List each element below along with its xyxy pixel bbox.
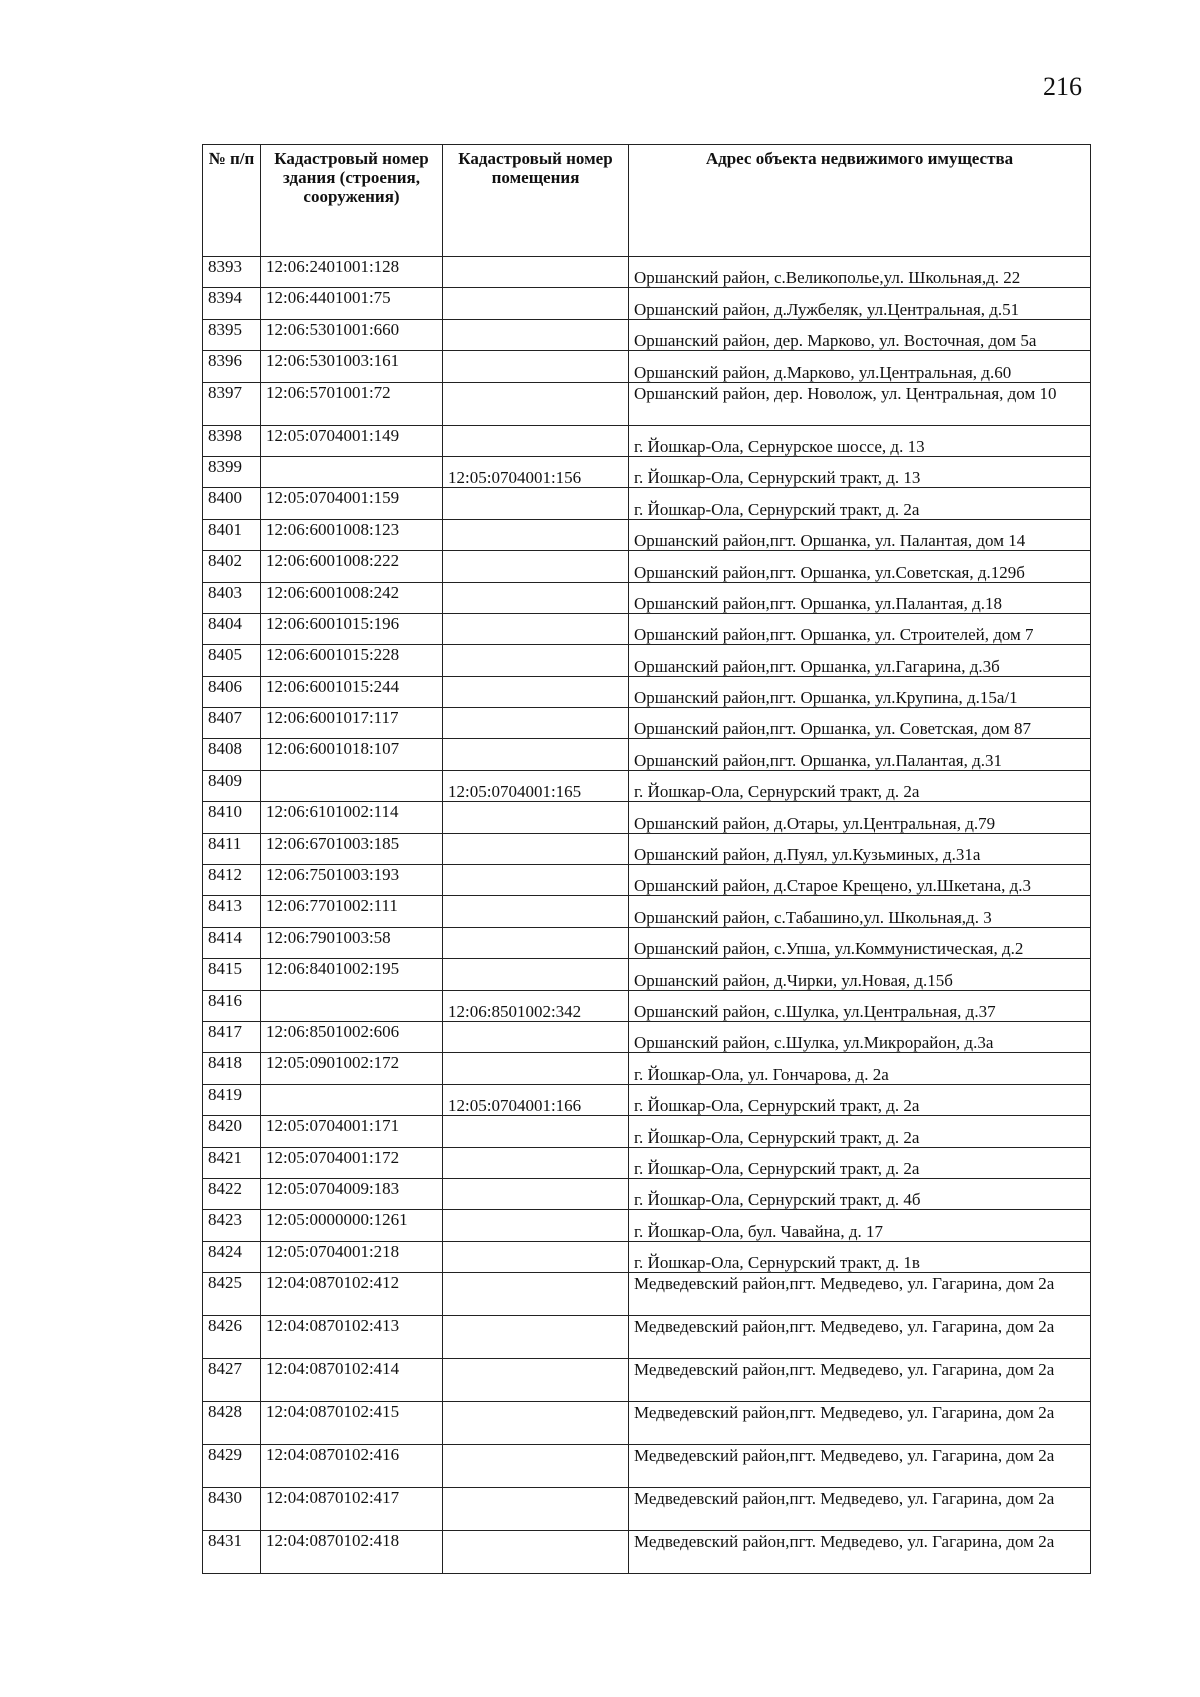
cell-row-number: 8427 <box>203 1359 261 1402</box>
cell-row-number: 8421 <box>203 1147 261 1178</box>
cell-premises-cadastral <box>443 382 629 425</box>
cell-address: Оршанский район, дер. Новолож, ул. Центральная, дом 10 <box>629 382 1091 425</box>
table-row <box>203 802 1091 833</box>
cell-premises-cadastral <box>443 676 629 707</box>
cell-address: Медведевский район,пгт. Медведево, ул. Гагарина, дом 2а <box>629 1359 1091 1402</box>
cell-premises-cadastral <box>443 1359 629 1402</box>
cell-address: Оршанский район,пгт. Оршанка, ул. Палантая, дом 14 <box>629 519 1091 550</box>
table-row <box>203 1359 1091 1402</box>
cell-row-number: 8419 <box>203 1084 261 1115</box>
cell-premises-cadastral: 12:05:0704001:156 <box>443 456 629 487</box>
cell-building-cadastral: 12:06:6001015:196 <box>261 613 443 644</box>
cell-row-number: 8399 <box>203 456 261 487</box>
cell-address: Оршанский район, дер. Марково, ул. Восточная, дом 5а <box>629 319 1091 350</box>
cell-building-cadastral: 12:04:0870102:412 <box>261 1273 443 1316</box>
cell-address: Медведевский район,пгт. Медведево, ул. Гагарина, дом 2а <box>629 1488 1091 1531</box>
table-row <box>203 770 1091 801</box>
cell-row-number: 8397 <box>203 382 261 425</box>
cell-premises-cadastral <box>443 1178 629 1209</box>
cell-building-cadastral: 12:05:0704001:171 <box>261 1116 443 1147</box>
cell-building-cadastral: 12:06:2401001:128 <box>261 257 443 288</box>
cell-building-cadastral: 12:06:6001008:242 <box>261 582 443 613</box>
cell-address: Оршанский район,пгт. Оршанка, ул. Строителей, дом 7 <box>629 613 1091 644</box>
cell-building-cadastral: 12:04:0870102:418 <box>261 1531 443 1574</box>
table-row <box>203 708 1091 739</box>
cell-row-number: 8415 <box>203 959 261 990</box>
table-row <box>203 1402 1091 1445</box>
cell-building-cadastral: 12:06:6001008:123 <box>261 519 443 550</box>
cell-row-number: 8403 <box>203 582 261 613</box>
cell-premises-cadastral <box>443 1116 629 1147</box>
cell-premises-cadastral: 12:05:0704001:165 <box>443 770 629 801</box>
cell-address: Оршанский район, д.Старое Крещено, ул.Шкетана, д.3 <box>629 865 1091 896</box>
cell-premises-cadastral <box>443 288 629 319</box>
table-body <box>203 257 1091 1574</box>
cell-row-number: 8422 <box>203 1178 261 1209</box>
cell-row-number: 8428 <box>203 1402 261 1445</box>
cell-premises-cadastral <box>443 1488 629 1531</box>
cell-building-cadastral: 12:06:6001015:228 <box>261 645 443 676</box>
header-premises-cadastral: Кадастровый номер помещения <box>443 145 629 257</box>
cell-row-number: 8407 <box>203 708 261 739</box>
cell-building-cadastral <box>261 770 443 801</box>
cell-address: Оршанский район, с.Упша, ул.Коммунистическая, д.2 <box>629 927 1091 958</box>
table-row <box>203 1021 1091 1052</box>
cell-premises-cadastral <box>443 833 629 864</box>
cell-premises-cadastral <box>443 1273 629 1316</box>
cell-address: г. Йошкар-Ола, бул. Чавайна, д. 17 <box>629 1210 1091 1241</box>
cell-building-cadastral: 12:06:7901003:58 <box>261 927 443 958</box>
cell-premises-cadastral <box>443 319 629 350</box>
cell-address: Медведевский район,пгт. Медведево, ул. Гагарина, дом 2а <box>629 1402 1091 1445</box>
cell-row-number: 8394 <box>203 288 261 319</box>
cell-premises-cadastral <box>443 959 629 990</box>
table-row <box>203 519 1091 550</box>
cell-row-number: 8398 <box>203 425 261 456</box>
cell-premises-cadastral <box>443 1241 629 1272</box>
cell-row-number: 8431 <box>203 1531 261 1574</box>
cell-row-number: 8414 <box>203 927 261 958</box>
table-row <box>203 456 1091 487</box>
cell-address: Оршанский район,пгт. Оршанка, ул.Палантая, д.18 <box>629 582 1091 613</box>
cell-premises-cadastral <box>443 425 629 456</box>
cell-row-number: 8425 <box>203 1273 261 1316</box>
table-row <box>203 896 1091 927</box>
page-number: 216 <box>1043 72 1082 101</box>
cell-building-cadastral: 12:06:6001015:244 <box>261 676 443 707</box>
table-row <box>203 613 1091 644</box>
cell-premises-cadastral <box>443 1210 629 1241</box>
cell-address: Оршанский район, д.Марково, ул.Центральная, д.60 <box>629 351 1091 382</box>
cell-building-cadastral: 12:06:8501002:606 <box>261 1021 443 1052</box>
cell-premises-cadastral <box>443 488 629 519</box>
cell-address: Оршанский район, с.Великополье,ул. Школьная,д. 22 <box>629 257 1091 288</box>
cell-premises-cadastral: 12:05:0704001:166 <box>443 1084 629 1115</box>
cell-row-number: 8402 <box>203 551 261 582</box>
cell-row-number: 8420 <box>203 1116 261 1147</box>
cell-address: Оршанский район,пгт. Оршанка, ул.Палантая, д.31 <box>629 739 1091 770</box>
cell-row-number: 8417 <box>203 1021 261 1052</box>
table-row <box>203 382 1091 425</box>
cell-row-number: 8416 <box>203 990 261 1021</box>
cell-premises-cadastral <box>443 613 629 644</box>
cell-row-number: 8429 <box>203 1445 261 1488</box>
cell-premises-cadastral <box>443 1053 629 1084</box>
cell-row-number: 8404 <box>203 613 261 644</box>
cell-building-cadastral: 12:05:0704001:149 <box>261 425 443 456</box>
header-building-cadastral: Кадастровый номер здания (строения, сооружения) <box>261 145 443 257</box>
table-row <box>203 1210 1091 1241</box>
table-header-row <box>203 145 1091 257</box>
cell-address: Оршанский район,пгт. Оршанка, ул.Крупина, д.15а/1 <box>629 676 1091 707</box>
cell-premises-cadastral <box>443 865 629 896</box>
cell-row-number: 8400 <box>203 488 261 519</box>
cell-premises-cadastral <box>443 1402 629 1445</box>
cell-address: Оршанский район,пгт. Оршанка, ул.Гагарина, д.3б <box>629 645 1091 676</box>
table-row <box>203 319 1091 350</box>
cell-row-number: 8405 <box>203 645 261 676</box>
cell-address: Медведевский район,пгт. Медведево, ул. Гагарина, дом 2а <box>629 1273 1091 1316</box>
cell-address: г. Йошкар-Ола, Сернурский тракт, д. 13 <box>629 456 1091 487</box>
cell-building-cadastral <box>261 990 443 1021</box>
cell-row-number: 8424 <box>203 1241 261 1272</box>
table-row <box>203 1488 1091 1531</box>
cell-premises-cadastral <box>443 739 629 770</box>
table-row <box>203 551 1091 582</box>
cell-premises-cadastral <box>443 927 629 958</box>
cell-address: г. Йошкар-Ола, Сернурский тракт, д. 2а <box>629 770 1091 801</box>
cell-building-cadastral: 12:06:5301001:660 <box>261 319 443 350</box>
cell-premises-cadastral <box>443 1147 629 1178</box>
table-row <box>203 257 1091 288</box>
cell-address: г. Йошкар-Ола, Сернурский тракт, д. 2а <box>629 488 1091 519</box>
cell-row-number: 8412 <box>203 865 261 896</box>
table-row <box>203 1273 1091 1316</box>
cell-premises-cadastral <box>443 1445 629 1488</box>
cell-premises-cadastral <box>443 896 629 927</box>
cell-premises-cadastral <box>443 519 629 550</box>
cell-address: Медведевский район,пгт. Медведево, ул. Гагарина, дом 2а <box>629 1316 1091 1359</box>
cell-premises-cadastral <box>443 645 629 676</box>
cell-premises-cadastral <box>443 1021 629 1052</box>
cell-address: Медведевский район,пгт. Медведево, ул. Гагарина, дом 2а <box>629 1531 1091 1574</box>
cell-address: г. Йошкар-Ола, Сернурский тракт, д. 4б <box>629 1178 1091 1209</box>
table-row <box>203 739 1091 770</box>
table-row <box>203 1241 1091 1272</box>
table-row <box>203 288 1091 319</box>
cell-premises-cadastral <box>443 1531 629 1574</box>
cell-row-number: 8426 <box>203 1316 261 1359</box>
cell-address: г. Йошкар-Ола, Сернурский тракт, д. 2а <box>629 1147 1091 1178</box>
cell-address: г. Йошкар-Ола, Сернурский тракт, д. 2а <box>629 1116 1091 1147</box>
table-row <box>203 1084 1091 1115</box>
cell-building-cadastral: 12:06:4401001:75 <box>261 288 443 319</box>
cell-address: Оршанский район, д.Отары, ул.Центральная, д.79 <box>629 802 1091 833</box>
table-row <box>203 1147 1091 1178</box>
table-row <box>203 425 1091 456</box>
cell-building-cadastral: 12:06:8401002:195 <box>261 959 443 990</box>
cell-premises-cadastral <box>443 351 629 382</box>
cell-building-cadastral: 12:06:7501003:193 <box>261 865 443 896</box>
table-row <box>203 1053 1091 1084</box>
cell-address: г. Йошкар-Ола, Сернурское шоссе, д. 13 <box>629 425 1091 456</box>
cell-row-number: 8408 <box>203 739 261 770</box>
cell-building-cadastral: 12:06:5701001:72 <box>261 382 443 425</box>
cell-building-cadastral <box>261 456 443 487</box>
cell-address: Оршанский район, с.Шулка, ул.Микрорайон, д.3а <box>629 1021 1091 1052</box>
table-row <box>203 1178 1091 1209</box>
cell-building-cadastral: 12:06:7701002:111 <box>261 896 443 927</box>
table-row <box>203 959 1091 990</box>
cell-building-cadastral: 12:04:0870102:416 <box>261 1445 443 1488</box>
cell-building-cadastral: 12:05:0901002:172 <box>261 1053 443 1084</box>
cell-building-cadastral: 12:05:0704001:159 <box>261 488 443 519</box>
cell-address: Оршанский район, д.Пуял, ул.Кузьминых, д.31а <box>629 833 1091 864</box>
cell-building-cadastral: 12:04:0870102:417 <box>261 1488 443 1531</box>
table-row <box>203 582 1091 613</box>
cell-address: Оршанский район,пгт. Оршанка, ул.Советская, д.129б <box>629 551 1091 582</box>
table-row <box>203 865 1091 896</box>
cell-row-number: 8423 <box>203 1210 261 1241</box>
cell-building-cadastral: 12:04:0870102:413 <box>261 1316 443 1359</box>
cell-row-number: 8430 <box>203 1488 261 1531</box>
table-row <box>203 927 1091 958</box>
cell-address: г. Йошкар-Ола, ул. Гончарова, д. 2а <box>629 1053 1091 1084</box>
cell-address: г. Йошкар-Ола, Сернурский тракт, д. 1в <box>629 1241 1091 1272</box>
cell-premises-cadastral: 12:06:8501002:342 <box>443 990 629 1021</box>
cell-row-number: 8413 <box>203 896 261 927</box>
cell-building-cadastral: 12:05:0704001:218 <box>261 1241 443 1272</box>
cell-row-number: 8418 <box>203 1053 261 1084</box>
cell-row-number: 8410 <box>203 802 261 833</box>
table-row <box>203 488 1091 519</box>
cell-address: Оршанский район, д.Лужбеляк, ул.Центральная, д.51 <box>629 288 1091 319</box>
cell-premises-cadastral <box>443 708 629 739</box>
cell-row-number: 8406 <box>203 676 261 707</box>
cell-premises-cadastral <box>443 551 629 582</box>
cell-building-cadastral: 12:06:6701003:185 <box>261 833 443 864</box>
table-row <box>203 990 1091 1021</box>
property-registry-table <box>202 144 1091 1574</box>
cell-premises-cadastral <box>443 1316 629 1359</box>
table-row <box>203 645 1091 676</box>
cell-row-number: 8411 <box>203 833 261 864</box>
table-row <box>203 833 1091 864</box>
cell-building-cadastral: 12:06:6101002:114 <box>261 802 443 833</box>
cell-row-number: 8396 <box>203 351 261 382</box>
cell-building-cadastral <box>261 1084 443 1115</box>
header-address: Адрес объекта недвижимого имущества <box>629 145 1091 257</box>
cell-row-number: 8395 <box>203 319 261 350</box>
cell-building-cadastral: 12:04:0870102:414 <box>261 1359 443 1402</box>
cell-address: Оршанский район, с.Шулка, ул.Центральная, д.37 <box>629 990 1091 1021</box>
cell-building-cadastral: 12:06:6001018:107 <box>261 739 443 770</box>
cell-building-cadastral: 12:06:6001008:222 <box>261 551 443 582</box>
table-row <box>203 1445 1091 1488</box>
cell-address: г. Йошкар-Ола, Сернурский тракт, д. 2а <box>629 1084 1091 1115</box>
table-row <box>203 1316 1091 1359</box>
cell-building-cadastral: 12:06:5301003:161 <box>261 351 443 382</box>
cell-premises-cadastral <box>443 582 629 613</box>
cell-row-number: 8393 <box>203 257 261 288</box>
cell-row-number: 8401 <box>203 519 261 550</box>
cell-address: Медведевский район,пгт. Медведево, ул. Гагарина, дом 2а <box>629 1445 1091 1488</box>
cell-building-cadastral: 12:05:0704001:172 <box>261 1147 443 1178</box>
table-row <box>203 351 1091 382</box>
table-row <box>203 1531 1091 1574</box>
cell-premises-cadastral <box>443 802 629 833</box>
table-row <box>203 676 1091 707</box>
cell-building-cadastral: 12:04:0870102:415 <box>261 1402 443 1445</box>
cell-building-cadastral: 12:06:6001017:117 <box>261 708 443 739</box>
header-row-number: № п/п <box>203 145 261 257</box>
cell-address: Оршанский район, д.Чирки, ул.Новая, д.15б <box>629 959 1091 990</box>
table-row <box>203 1116 1091 1147</box>
cell-premises-cadastral <box>443 257 629 288</box>
cell-address: Оршанский район,пгт. Оршанка, ул. Советская, дом 87 <box>629 708 1091 739</box>
cell-row-number: 8409 <box>203 770 261 801</box>
cell-building-cadastral: 12:05:0704009:183 <box>261 1178 443 1209</box>
cell-address: Оршанский район, с.Табашино,ул. Школьная,д. 3 <box>629 896 1091 927</box>
cell-building-cadastral: 12:05:0000000:1261 <box>261 1210 443 1241</box>
